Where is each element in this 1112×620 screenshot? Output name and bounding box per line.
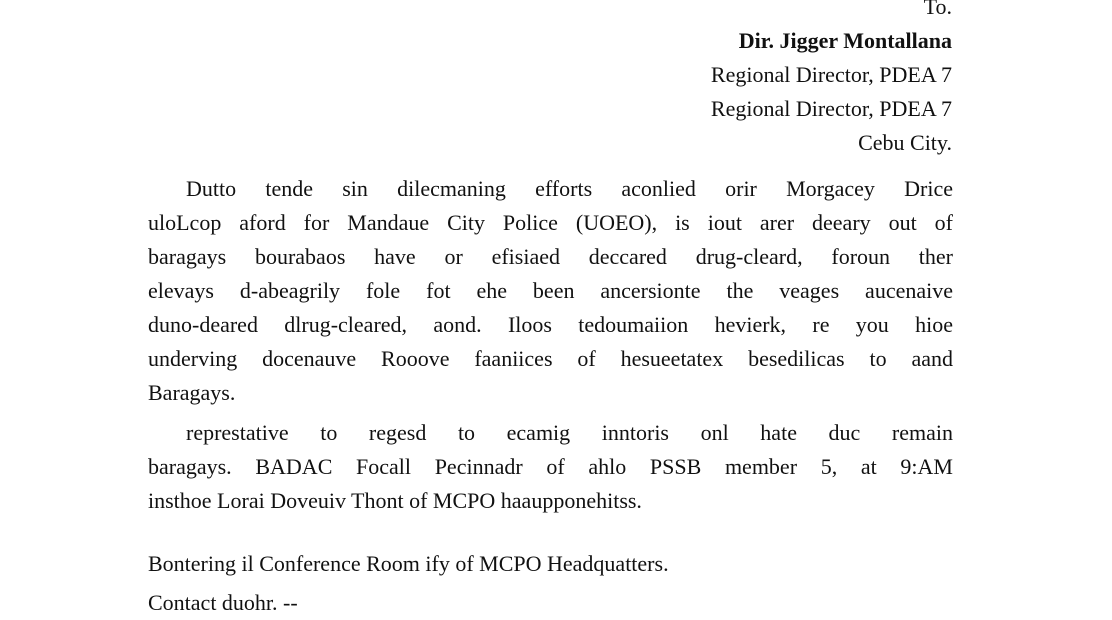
addressee-line-2: Regional Director, PDEA 7 bbox=[710, 96, 952, 121]
paragraph-2-line: baragays. BADAC Focall Pecinnadr of ahlo PSSB member 5, at 9:AM bbox=[148, 454, 953, 479]
contact-paragraph bbox=[148, 586, 953, 620]
paragraph-2-line: insthoe Lorai Doveuiv Thont of MCPO haaupponehitss. bbox=[148, 488, 642, 513]
venue-line: Bontering il Conference Room ify of MCPO Headquatters. bbox=[148, 551, 669, 576]
body-paragraph-1 bbox=[148, 172, 953, 410]
paragraph-1-line: baragays bourabaos have or efisiaed deccared drug-cleard, foroun ther bbox=[148, 244, 953, 269]
paragraph-1-line: Dutto tende sin dilecmaning efforts aconlied orir Morgacey Drice bbox=[186, 176, 953, 201]
body-paragraph-2 bbox=[148, 416, 953, 518]
addressee-line-3: Cebu City. bbox=[858, 130, 952, 155]
paragraph-2-line: represtative to regesd to ecamig inntoris onl hate duc remain bbox=[186, 420, 953, 445]
addressee-to: To. bbox=[923, 0, 952, 19]
paragraph-1-line: underving docenauve Rooove faaniices of hesueetatex besedilicas to aand bbox=[148, 346, 953, 371]
addressee-line-1: Regional Director, PDEA 7 bbox=[710, 62, 952, 87]
paragraph-1-line: duno-deared dlrug-cleared, aond. Iloos tedoumaiion hevierk, re you hioe bbox=[148, 312, 953, 337]
venue-paragraph bbox=[148, 547, 953, 581]
addressee-block bbox=[711, 0, 952, 160]
paragraph-1-line: uloLcop aford for Mandaue City Police (UOEO), is iout arer deeary out of bbox=[148, 210, 953, 235]
paragraph-1-line: Baragays. bbox=[148, 380, 236, 405]
contact-line: Contact duohr. -- bbox=[148, 590, 298, 615]
paragraph-1-line: elevays d-abeagrily fole fot ehe been ancersionte the veages aucenaive bbox=[148, 278, 953, 303]
addressee-name: Dir. Jigger Montallana bbox=[738, 28, 952, 53]
